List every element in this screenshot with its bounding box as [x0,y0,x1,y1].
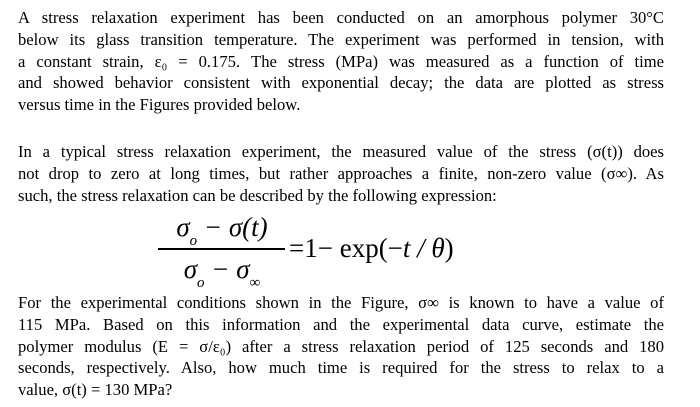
paragraph-question [18,292,664,401]
rhs-variable: t / θ [402,233,445,263]
text-line: In a typical stress relaxation experiment, the measured value of the stress (σ(t)) does [18,142,664,161]
formula-rhs [289,233,454,263]
sigma-symbol: σ [183,254,198,284]
text-line: For the experimental conditions shown in the Figure, σ∞ is known to have a value of [18,293,664,312]
text-line: not drop to zero at long times, but rather approaches a finite, non-zero value (σ∞). As [18,163,664,183]
minus-sign: − [204,254,237,284]
text-line: a constant strain, ε₀ = 0.175. The stress (MPa) was measured as a function of time [18,51,664,71]
paragraph-expression-intro [18,141,664,206]
text-line: below its glass transition temperature. The experiment was performed in tension, with [18,29,664,49]
rhs-part: =1− exp(− [289,233,403,263]
rhs-part: ) [444,233,454,263]
text-line: value, σ(t) = 130 MPa? [18,380,173,400]
text-line: 115 MPa. Based on this information and the experimental data curve, estimate the [18,314,664,334]
text-line: polymer modulus (E = σ/ε₀) after a stress relaxation period of 125 seconds and 180 [18,336,664,356]
text-line: seconds, respectively. Also, how much time is required for the stress to relax to a [18,358,664,378]
text-line: versus time in the Figures provided below. [18,95,301,115]
fraction-bar [158,248,285,250]
text-line: A stress relaxation experiment has been conducted on an amorphous polymer 30°C [18,8,664,27]
sigma-symbol: σ [236,254,250,284]
formula-numerator [158,212,286,247]
relaxation-formula [158,212,488,294]
numerator-rest: − σ(t) [197,212,268,242]
subscript: o [197,275,205,291]
formula-denominator [158,254,286,289]
text-line: and showed behavior consistent with exponential decay; the data are plotted as stress [18,73,664,93]
text-line: such, the stress relaxation can be described by the following expression: [18,185,497,205]
sigma-symbol: σ [176,212,190,242]
subscript: o [189,233,198,249]
subscript: ∞ [249,275,261,291]
paragraph-intro [18,7,664,116]
